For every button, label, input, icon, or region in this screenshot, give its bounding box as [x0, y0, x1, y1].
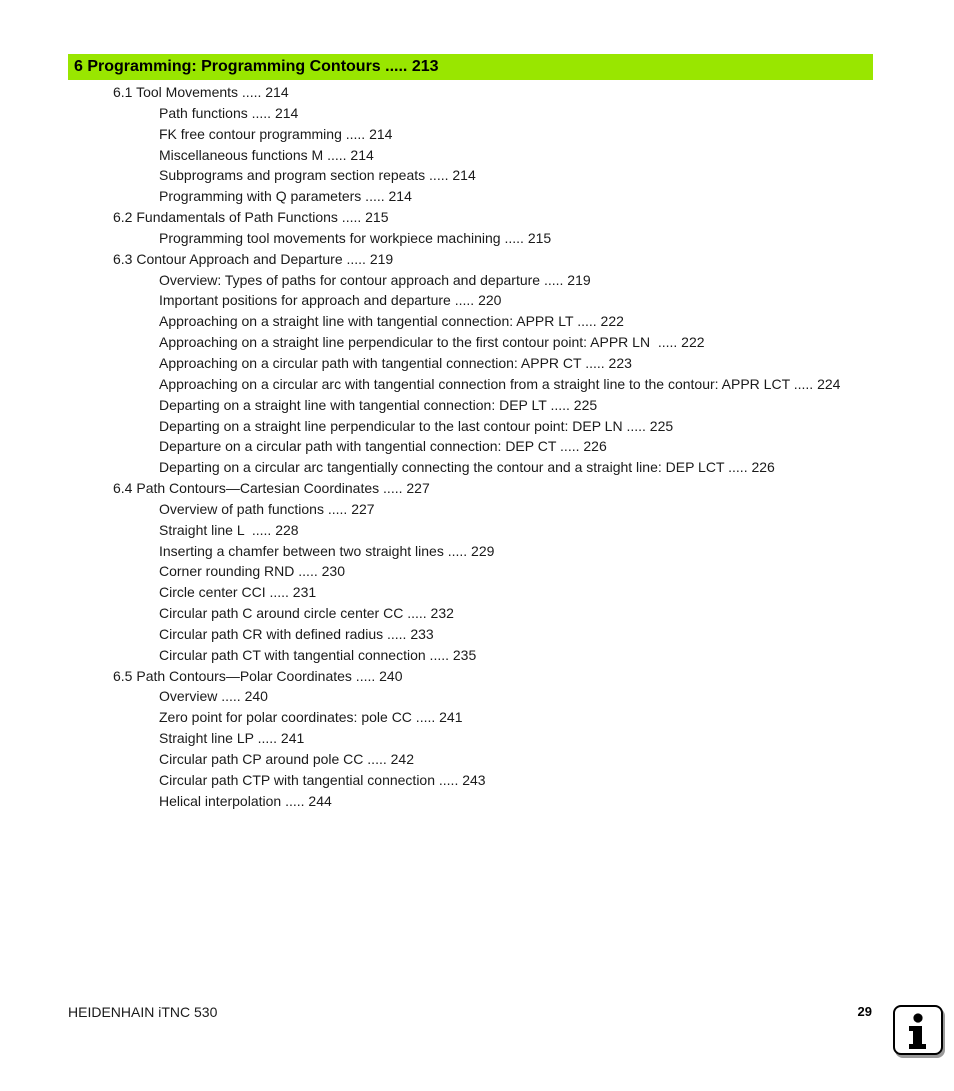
toc-subsection-entry[interactable]: Circular path CR with defined radius ..... 233 [159, 625, 434, 642]
toc-subsection-entry[interactable]: Circular path CT with tangential connection ..... 235 [159, 646, 477, 663]
toc-subsection-entry[interactable]: Departing on a straight line perpendicular to the last contour point: DEP LN ..... 225 [159, 417, 674, 434]
toc-subsection-entry[interactable]: Path functions ..... 214 [159, 104, 299, 121]
footer-title: HEIDENHAIN iTNC 530 [68, 1004, 218, 1020]
chapter-heading-bar [68, 54, 873, 80]
toc-subsection-entry[interactable]: Inserting a chamfer between two straight lines ..... 229 [159, 542, 495, 559]
toc-subsection-entry[interactable]: Straight line L ..... 228 [159, 521, 299, 538]
toc-subsection-entry[interactable]: Important positions for approach and departure ..... 220 [159, 292, 502, 309]
toc-section-entry[interactable]: 6.2 Fundamentals of Path Functions ..... 215 [113, 209, 389, 226]
info-button[interactable] [893, 1005, 943, 1055]
chapter-heading[interactable]: 6 Programming: Programming Contours ..... 213 [74, 58, 439, 75]
toc-subsection-entry[interactable]: Circular path CP around pole CC ..... 242 [159, 751, 414, 767]
toc-subsection-entry[interactable]: Overview ..... 240 [159, 688, 268, 705]
toc-subsection-entry[interactable]: Corner rounding RND ..... 230 [159, 563, 345, 580]
toc-subsection-entry[interactable]: Subprograms and program section repeats ..... 214 [159, 167, 476, 184]
toc-subsection-entry[interactable]: Approaching on a circular path with tangential connection: APPR CT ..... 223 [159, 354, 632, 371]
toc-subsection-entry[interactable]: Miscellaneous functions M ..... 214 [159, 146, 374, 163]
toc-subsection-entry[interactable]: Overview of path functions ..... 227 [159, 500, 375, 517]
toc-subsection-entry[interactable]: Departure on a circular path with tangential connection: DEP CT ..... 226 [159, 438, 607, 455]
page-number: 29 [857, 1004, 872, 1019]
toc-subsection-entry[interactable]: Departing on a straight line with tangential connection: DEP LT ..... 225 [159, 396, 598, 413]
toc-subsection-entry[interactable]: Zero point for polar coordinates: pole CC ..... 241 [159, 709, 463, 726]
toc-subsection-entry[interactable]: Departing on a circular arc tangentially connecting the contour and a straight line: DEP LCT ..... 226 [159, 459, 775, 476]
toc-subsection-entry[interactable]: Overview: Types of paths for contour approach and departure ..... 219 [159, 271, 591, 288]
toc-subsection-entry[interactable]: FK free contour programming ..... 214 [159, 125, 393, 142]
toc-subsection-entry[interactable]: Circle center CCI ..... 231 [159, 584, 317, 601]
toc-subsection-entry[interactable]: Circular path CTP with tangential connection ..... 243 [159, 771, 486, 788]
toc-subsection-entry[interactable]: Circular path C around circle center CC ..... 232 [159, 605, 454, 622]
toc-subsection-entry[interactable]: Approaching on a straight line with tangential connection: APPR LT ..... 222 [159, 313, 624, 330]
toc-subsection-entry[interactable]: Programming tool movements for workpiece machining ..... 215 [159, 229, 552, 246]
toc-subsection-entry[interactable]: Straight line LP ..... 241 [159, 730, 305, 747]
table-of-contents [0, 82, 954, 812]
toc-section-entry[interactable]: 6.3 Contour Approach and Departure ..... 219 [113, 250, 394, 267]
toc-section-entry[interactable]: 6.4 Path Contours—Cartesian Coordinates ..... 227 [113, 480, 430, 497]
info-icon [895, 1007, 941, 1053]
toc-subsection-entry[interactable]: Approaching on a circular arc with tangential connection from a straight line to the contour: APPR LCT ..... 224 [159, 375, 841, 392]
toc-section-entry[interactable]: 6.1 Tool Movements ..... 214 [113, 84, 289, 100]
toc-subsection-entry[interactable]: Helical interpolation ..... 244 [159, 792, 332, 809]
toc-subsection-entry[interactable]: Programming with Q parameters ..... 214 [159, 188, 412, 205]
toc-subsection-entry[interactable]: Approaching on a straight line perpendicular to the first contour point: APPR LN ..... 222 [159, 334, 705, 351]
toc-section-entry[interactable]: 6.5 Path Contours—Polar Coordinates ..... 240 [113, 667, 403, 684]
